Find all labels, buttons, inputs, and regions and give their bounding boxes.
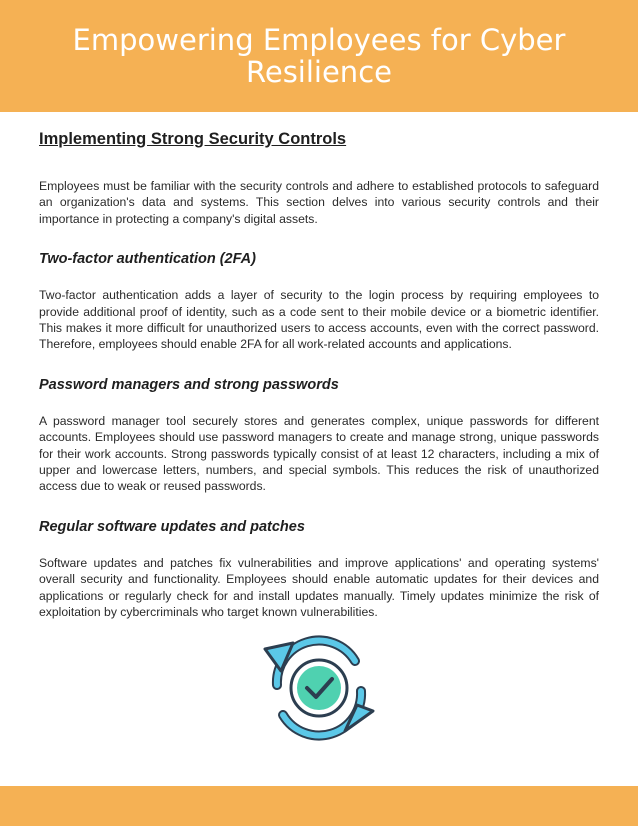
page-title: Empowering Employees for Cyber Resilience	[72, 23, 566, 89]
subheading-updates: Regular software updates and patches	[39, 518, 305, 535]
paragraph-passwords: A password manager tool securely stores and generates complex, unique passwords for different accounts. Employees should use password managers to create and manage strong, unique passwords for their work accounts. Strong passwords typically consist of at least 12 characters, including a mix of upper and lowercase letters, numbers, and special symbols. This reduces the risk of unauthorized access due to weak or reused passwords.	[39, 413, 599, 494]
subheading-passwords: Password managers and strong passwords	[39, 376, 339, 393]
header-banner	[0, 0, 638, 112]
main-content	[39, 128, 599, 643]
paragraph-2fa: Two-factor authentication adds a layer of security to the login process by requiring employees to provide additional proof of identity, such as a code sent to their mobile device or a biometric identifier. This makes it more difficult for unauthorized users to access accounts, even with the correct password. Therefore, employees should enable 2FA for all work-related accounts and applications.	[39, 288, 599, 352]
intro-paragraph: Employees must be familiar with the security controls and adhere to established protocols to safeguard an organization's data and systems. This section delves into various security controls and their importance in protecting a company's digital assets.	[39, 179, 599, 226]
section-title: Implementing Strong Security Controls	[39, 130, 347, 148]
footer-banner	[0, 786, 638, 826]
update-check-icon	[259, 627, 379, 749]
paragraph-updates: Software updates and patches fix vulnerabilities and improve applications' and operating systems' overall security and functionality. Employees should enable automatic updates for their devices and applications or regularly check for and install updates manually. Timely updates minimize the risk of exploitation by cybercriminals who target known vulnerabilities.	[39, 555, 599, 620]
subheading-2fa: Two-factor authentication (2FA)	[39, 251, 256, 268]
